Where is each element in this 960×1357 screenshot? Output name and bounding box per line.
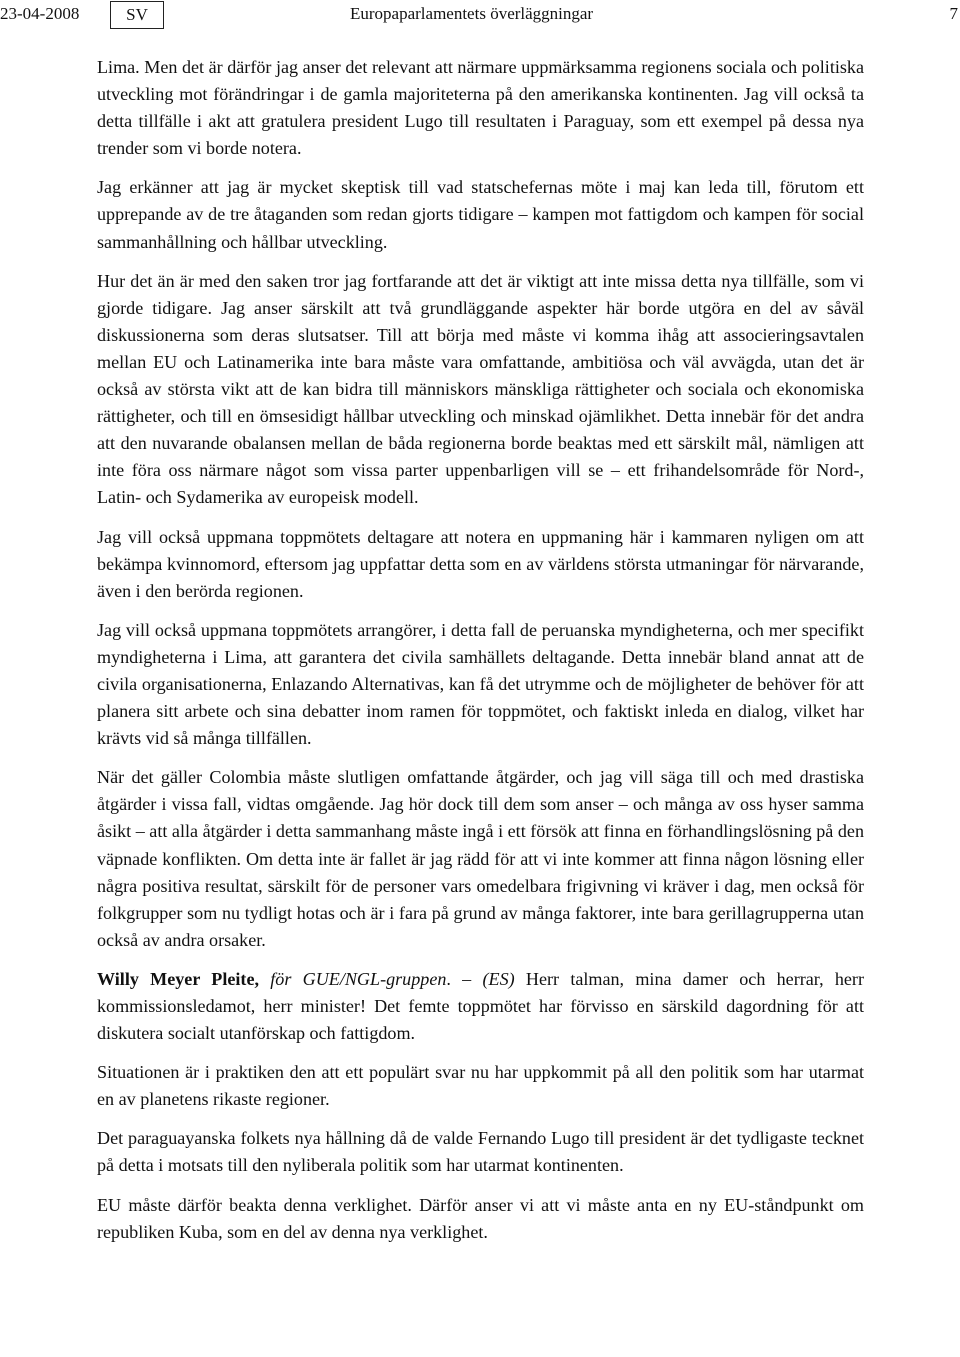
paragraph: När det gäller Colombia måste slutligen omfattande åtgärder, och jag vill säga till och med drastiska åtgärder i vissa fall, vidtas omgående. Jag hör dock till dem som anser – och många av oss hyser samma åsikt – att alla åtgärder i detta sammanhang måste ingå i ett försök att finna en förhandlingslösning på den väpnade konflikten. Om detta inte är fallet är jag rädd för att vi inte kommer att finna någon lösning eller några positiva resultat, särskilt för de personer vars omedelbara frigivning vi kräver i dag, men också för folkgrupper som nu tydligt hotas och är i fara på grund av många faktorer, inte bara gerillagrupperna utan också av andra orsaker. [97,767,864,950]
paragraph: Det paraguayanska folkets nya hållning då de valde Fernando Lugo till president är det tydligaste tecknet på detta i motsats till den nyliberala politik som har utarmat kontinenten. [97,1128,864,1176]
speaker-name: Willy Meyer Pleite, [97,968,260,989]
speech-paragraph [97,966,864,1047]
speech-text: Herr talman, mina damer och herrar, herr kommissionsledamot, herr minister! Det femte toppmötet har förvisso en särskild dagordning för att diskutera socialt utanförskap och fattigdom. [97,968,864,1044]
language-box: SV [110,1,164,29]
header-date: 23-04-2008 [0,4,80,23]
paragraph: Jag erkänner att jag är mycket skeptisk till vad statschefernas möte i maj kan leda till, förutom ett upprepande av de tre åtaganden som redan gjorts tidigare – kampen mot fattigdom och kampen för social sammanhållning och hållbar utveckling. [97,177,864,252]
political-group: för GUE/NGL-gruppen [270,968,447,989]
page-header [0,0,960,38]
header-title: Europaparlamentets överläggningar [350,4,594,23]
paragraph: Situationen är i praktiken den att ett populärt svar nu har uppkommit på all den politik som har utarmat en av planetens rikaste regioner. [97,1062,864,1110]
separator: . – [446,968,472,989]
paragraph: Jag vill också uppmana toppmötets arrangörer, i detta fall de peruanska myndigheterna, och mer specifikt myndigheterna i Lima, att garantera det civila samhällets deltagande. Detta innebär bland annat att de civila organisationerna, Enlazando Alternativas, kan få det utrymme och de möjligheter de behöver för att planera sitt arbete och sina debatter inom ramen för toppmötet, och faktiskt inleda en dialog, vilket har krävts vid så många tillfällen. [97,619,864,749]
page-number: 7 [949,4,958,23]
paragraph: Hur det än är med den saken tror jag fortfarande att det är viktigt att inte missa detta nya tillfälle, som vi gjorde tidigare. Jag anser särskilt att två grundläggande aspekter här borde utgöra en del av såväl diskussionerna som deras slutsatser. Till att börja med måste vi komma ihåg att associeringsavtalen mellan EU och Latinamerika inte bara måste vara omfattande, ambitiösa och väl avvägda, utan det är också av största vikt att de kan bidra till människors mänskliga rättigheter och sociala och ekonomiska rättigheter, och till en ömsesidigt hållbar utveckling och minskad ojämlikhet. Detta innebär för det andra att den nuvarande obalansen mellan de båda regionerna borde beaktas med ett särskilt mål, nämligen att inte föra oss närmare något som vissa parter uppenbarligen vill se – ett frihandelsområde för Nord-, Latin- och Sydamerika av europeisk modell. [97,270,864,508]
language-tag: (ES) [482,968,515,989]
paragraph: Lima. Men det är därför jag anser det relevant att närmare uppmärksamma regionens sociala och politiska utveckling mot förändringar i de gamla majoriteterna på den amerikanska kontinenten. Jag vill också ta detta tillfälle i akt att gratulera president Lugo till resultaten i Paraguay, som ett exempel på dessa nya trender som vi borde notera. [97,57,864,159]
document-body [97,54,864,1258]
paragraph: EU måste därför beakta denna verklighet. Därför anser vi att vi måste anta en ny EU-ståndpunkt om republiken Kuba, som en del av denna nya verklighet. [97,1194,864,1242]
paragraph: Jag vill också uppmana toppmötets deltagare att notera en uppmaning här i kammaren nyligen om att bekämpa kvinnomord, eftersom jag uppfattar detta som en av världens största utmaningar för närvarande, även i den berörda regionen. [97,526,864,601]
